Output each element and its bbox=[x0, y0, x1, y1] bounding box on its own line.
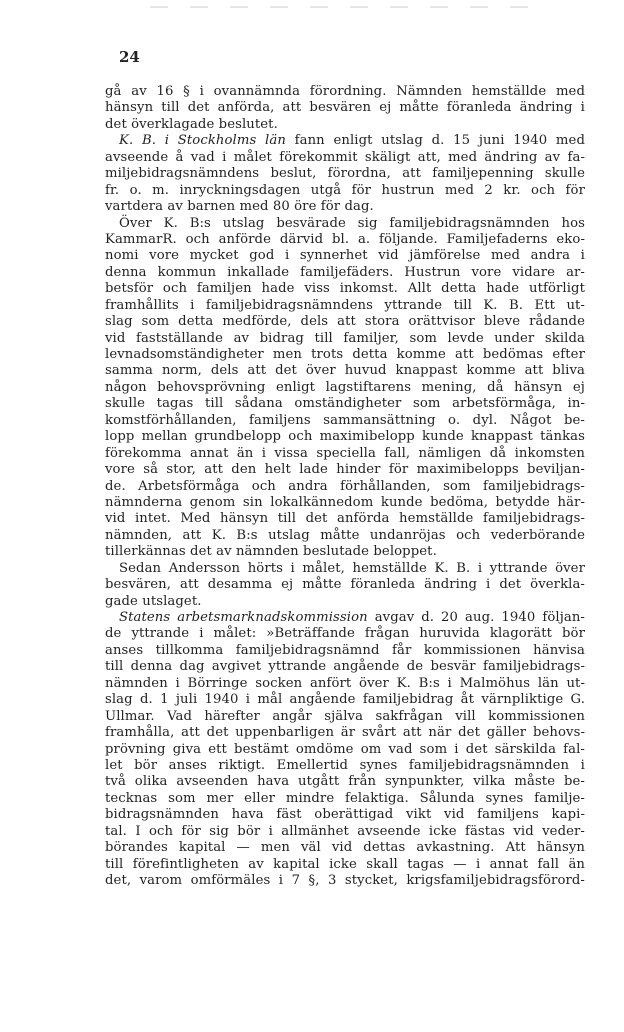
text-segment: gå av 16 § i ovannämnda förordning. Nämnden hemställde med bbox=[105, 84, 585, 99]
text-segment: tillerkännas det av nämnden beslutade beloppet. bbox=[105, 544, 437, 560]
text-line bbox=[105, 561, 585, 577]
text-line bbox=[105, 511, 585, 527]
text-line bbox=[105, 281, 585, 297]
italic-text: K. B. i Stockholms län bbox=[119, 133, 286, 149]
text-line bbox=[105, 626, 585, 642]
text-line bbox=[105, 479, 585, 495]
text-line bbox=[105, 643, 585, 659]
text-segment: slag som detta medförde, dels att stora orättvisor bleve rådande bbox=[105, 314, 585, 330]
text-line bbox=[105, 462, 585, 478]
text-segment: det, varom omförmäles i 7 §, 3 stycket, krigsfamiljebidragsförord- bbox=[105, 873, 585, 888]
text-line bbox=[105, 610, 585, 626]
text-line bbox=[105, 495, 585, 511]
text-segment: vid intet. Med hänsyn till det anförda hemställde familjebidrags- bbox=[105, 511, 585, 527]
text-line bbox=[105, 774, 585, 790]
text-segment: anses tillkomma familjebidragsnämnd får kommissionen hänvisa bbox=[105, 642, 585, 658]
text-line bbox=[105, 199, 585, 215]
scan-artifact bbox=[150, 6, 530, 8]
text-line bbox=[105, 265, 585, 281]
text-line bbox=[105, 807, 585, 823]
text-segment: KammarR. och anförde därvid bl. a. följande. Familjefaderns eko- bbox=[105, 231, 585, 247]
text-segment: fr. o. m. inryckningsdagen utgå för hustrun med 2 kr. och för bbox=[105, 182, 585, 198]
text-segment: miljebidragsnämndens beslut, förordna, att familjepenning skulle bbox=[105, 166, 585, 182]
text-segment: vartdera av barnen med 80 öre för dag. bbox=[105, 199, 374, 215]
text-line bbox=[105, 742, 585, 758]
text-segment: det överklagade beslutet. bbox=[105, 116, 278, 132]
text-segment: betsför och familjen hade viss inkomst. Allt detta hade utförligt bbox=[105, 281, 585, 297]
text-segment: slag d. 1 juli 1940 i mål angående familjebidrag åt värnpliktige G. bbox=[105, 692, 585, 708]
text-line bbox=[105, 709, 585, 725]
text-segment: skulle tagas till sådana omständigheter som arbetsförmåga, in- bbox=[105, 396, 585, 412]
text-segment: framhålla, att det uppenbarligen är svårt att när det gäller behovs- bbox=[105, 725, 585, 741]
text-segment: tecknas som mer eller mindre felaktiga. Sålunda synes familje- bbox=[105, 790, 585, 806]
text-segment: Sedan Andersson hörts i målet, hemställde K. B. i yttrande över bbox=[119, 560, 585, 576]
text-segment: avgav d. 20 aug. 1940 följan- bbox=[367, 610, 585, 625]
text-line bbox=[105, 100, 585, 116]
text-line bbox=[105, 528, 585, 544]
text-line bbox=[105, 232, 585, 248]
text-segment: till denna dag avgivet yttrande angående de besvär familjebidrags- bbox=[105, 659, 585, 675]
text-segment: börandes kapital — men väl vid dettas avkastning. Att hänsyn bbox=[105, 840, 585, 856]
text-segment: Ullmar. Vad härefter angår själva sakfrågan vill kommissionen bbox=[105, 708, 585, 724]
text-segment: nämnden i Börringe socken anfört över K. B:s i Malmöhus län ut- bbox=[105, 675, 585, 691]
text-line bbox=[105, 659, 585, 675]
text-segment: let bör anses riktigt. Emellertid synes familjebidragsnämnden i bbox=[105, 757, 585, 773]
text-line bbox=[105, 166, 585, 182]
text-segment: förekomma annat än i vissa speciella fall, nämligen då inkomsten bbox=[105, 445, 585, 461]
text-line bbox=[105, 117, 585, 133]
text-line bbox=[105, 396, 585, 412]
text-segment: besvären, att desamma ej måtte föranleda ändring i det överkla- bbox=[105, 577, 585, 593]
page-number: 24 bbox=[119, 48, 140, 66]
text-segment: tal. I och för sig bör i allmänhet avseende icke fästas vid veder- bbox=[105, 823, 585, 839]
text-segment: vid fastställande av bidrag till familjer, som levde under skilda bbox=[105, 330, 585, 346]
text-segment: lopp mellan grundbelopp och maximibelopp kunde knappast tänkas bbox=[105, 429, 585, 445]
text-line bbox=[105, 873, 585, 889]
text-line bbox=[105, 791, 585, 807]
text-line bbox=[105, 577, 585, 593]
text-line bbox=[105, 183, 585, 199]
text-segment: prövning giva ett bestämt omdöme om vad som i det särskilda fal- bbox=[105, 741, 585, 757]
text-line bbox=[105, 840, 585, 856]
text-line bbox=[105, 380, 585, 396]
body-text bbox=[105, 84, 585, 889]
text-segment: fann enligt utslag d. 15 juni 1940 med bbox=[285, 133, 585, 149]
text-segment: Över K. B:s utslag besvärade sig familjebidragsnämnden hos bbox=[119, 215, 585, 231]
text-line bbox=[105, 594, 585, 610]
text-segment: de yttrande i målet: »Beträffande frågan huruvida klagorätt bör bbox=[105, 626, 585, 642]
text-line bbox=[105, 446, 585, 462]
text-line bbox=[105, 758, 585, 774]
text-segment: samma norm, dels att det över huvud knappast komme att bliva bbox=[105, 363, 585, 379]
text-segment: nämnderna genom sin lokalkännedom kunde bedöma, betydde här- bbox=[105, 494, 585, 510]
text-line bbox=[105, 857, 585, 873]
text-line bbox=[105, 331, 585, 347]
text-segment: avseende å vad i målet förekommit skäligt att, med ändring av fa- bbox=[105, 149, 585, 165]
text-line bbox=[105, 676, 585, 692]
text-line bbox=[105, 725, 585, 741]
text-segment: komstförhållanden, familjens sammansättning o. dyl. Något be- bbox=[105, 412, 585, 428]
text-line bbox=[105, 347, 585, 363]
text-segment: till förefintligheten av kapital icke skall tagas — i annat fall än bbox=[105, 856, 585, 872]
text-line bbox=[105, 824, 585, 840]
text-line bbox=[105, 314, 585, 330]
text-segment: någon behovsprövning enligt lagstiftarens mening, då hänsyn ej bbox=[105, 379, 585, 395]
text-segment: framhållits i familjebidragsnämndens yttrande till K. B. Ett ut- bbox=[105, 297, 585, 313]
text-segment: denna kommun inkallade familjefäders. Hustrun vore vidare ar- bbox=[105, 264, 585, 280]
text-line bbox=[105, 298, 585, 314]
text-line bbox=[105, 692, 585, 708]
text-segment: nämnden, att K. B:s utslag måtte undanröjas och vederbörande bbox=[105, 527, 585, 543]
text-line bbox=[105, 150, 585, 166]
text-line bbox=[105, 363, 585, 379]
text-segment: de. Arbetsförmåga och andra förhållanden, som familjebidrags- bbox=[105, 478, 585, 494]
text-segment: hänsyn till det anförda, att besvären ej måtte föranleda ändring i bbox=[105, 100, 585, 116]
text-segment: levnadsomständigheter men trots detta komme att bedömas efter bbox=[105, 347, 585, 362]
italic-text: Statens arbetsmarknadskommission bbox=[119, 610, 368, 625]
text-segment: två olika avseenden hava utgått från synpunkter, vilka måste be- bbox=[105, 774, 585, 790]
text-line bbox=[105, 216, 585, 232]
text-line bbox=[105, 133, 585, 149]
text-segment: vore så stor, att den helt lade hinder för maximibelopps beviljan- bbox=[105, 462, 585, 478]
text-segment: nomi vore mycket god i synnerhet vid jämförelse med andra i bbox=[105, 248, 585, 264]
text-line bbox=[105, 413, 585, 429]
text-segment: bidragsnämnden hava fäst oberättigad vikt vid familjens kapi- bbox=[105, 807, 585, 823]
text-segment: gade utslaget. bbox=[105, 593, 202, 609]
text-line bbox=[105, 544, 585, 560]
text-line bbox=[105, 248, 585, 264]
text-line bbox=[105, 84, 585, 100]
text-line bbox=[105, 429, 585, 445]
